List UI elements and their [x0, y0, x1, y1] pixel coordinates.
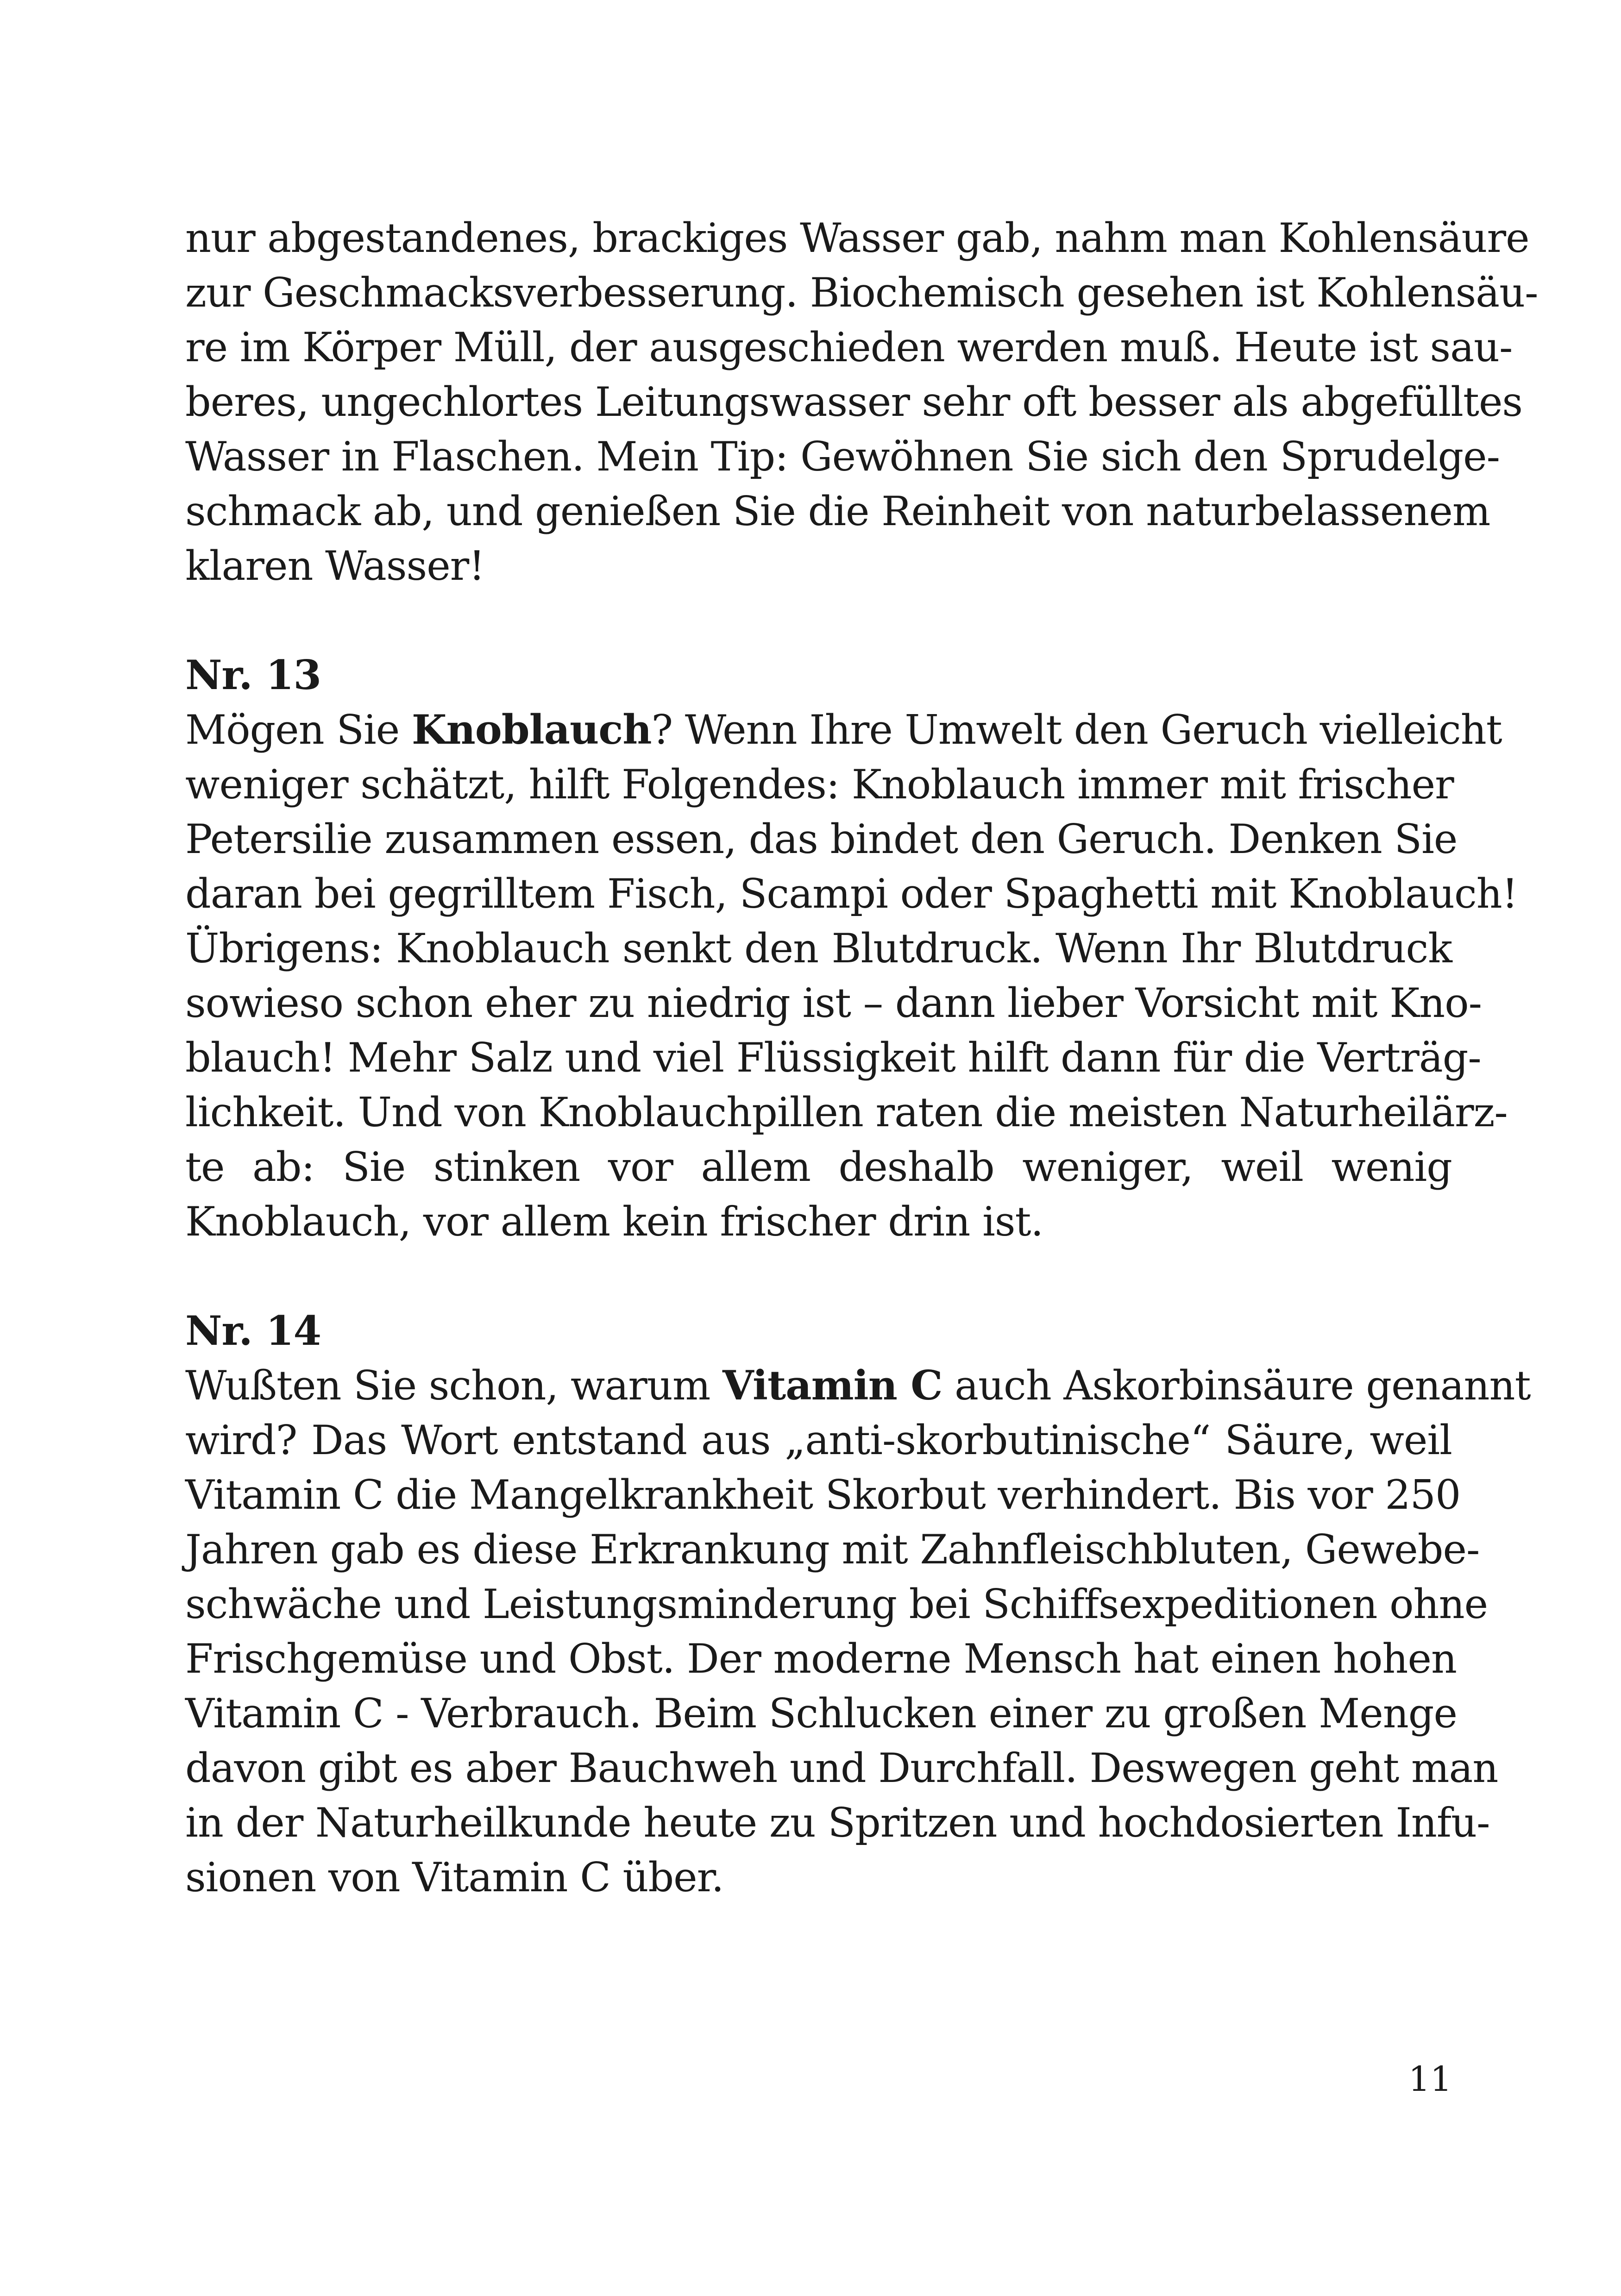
- emphasis-vitamin-c: Vitamin C: [722, 1361, 942, 1409]
- text-line: davon gibt es aber Bauchweh und Durchfall. Deswegen geht man: [185, 1744, 1498, 1792]
- text-line: Jahren gab es diese Erkrankung mit Zahnfleischbluten, Gewebe-: [185, 1526, 1480, 1573]
- text-line: Übrigens: Knoblauch senkt den Blutdruck. Wenn Ihr Blutdruck: [185, 925, 1452, 972]
- text-line: Vitamin C die Mangelkrankheit Skorbut verhindert. Bis vor 250: [185, 1471, 1461, 1518]
- text-line: Frischgemüse und Obst. Der moderne Mensch hat einen hohen: [185, 1635, 1457, 1682]
- text-line: klaren Wasser!: [185, 542, 485, 590]
- section-heading: Nr. 14: [185, 1307, 321, 1355]
- continued-paragraph: [185, 211, 1538, 593]
- text-run: Wußten Sie schon, warum: [185, 1362, 723, 1409]
- text-run: ? Wenn Ihre Umwelt den Geruch vielleicht: [651, 706, 1502, 753]
- text-line: daran bei gegrilltem Fisch, Scampi oder Spaghetti mit Knoblauch!: [185, 870, 1518, 917]
- text-line: te ab: Sie stinken vor allem deshalb weniger, weil wenig: [185, 1143, 1452, 1191]
- text-line: sionen von Vitamin C über.: [185, 1854, 724, 1901]
- text-line: [185, 1358, 1531, 1413]
- section-nr-13: [185, 648, 1518, 1249]
- text-line: lichkeit. Und von Knoblauchpillen raten die meisten Naturheilärz-: [185, 1089, 1508, 1136]
- text-line: schmack ab, und genießen Sie die Reinheit von naturbelassenem: [185, 488, 1490, 535]
- text-line: re im Körper Müll, der ausgeschieden werden muß. Heute ist sau-: [185, 324, 1513, 371]
- page-number: 11: [1408, 2059, 1452, 2099]
- text-line: zur Geschmacksverbesserung. Biochemisch gesehen ist Kohlensäu-: [185, 269, 1538, 316]
- text-line: nur abgestandenes, brackiges Wasser gab, nahm man Kohlensäure: [185, 214, 1529, 262]
- text-line: in der Naturheilkunde heute zu Spritzen und hochdosierten Infu-: [185, 1799, 1490, 1846]
- section-heading: Nr. 13: [185, 651, 321, 699]
- text-line: Vitamin C - Verbrauch. Beim Schlucken einer zu großen Menge: [185, 1690, 1457, 1737]
- text-line: [185, 703, 1502, 757]
- paragraph-spacer: [185, 593, 1452, 648]
- paragraph-spacer: [185, 1249, 1452, 1304]
- text-line: blauch! Mehr Salz und viel Flüssigkeit hilft dann für die Verträg-: [185, 1034, 1481, 1081]
- text-run: Mögen Sie: [185, 706, 412, 753]
- text-line: beres, ungechlortes Leitungswasser sehr oft besser als abgefülltes: [185, 378, 1523, 426]
- text-line: Petersilie zusammen essen, das bindet den Geruch. Denken Sie: [185, 816, 1458, 863]
- text-line: sowieso schon eher zu niedrig ist – dann lieber Vorsicht mit Kno-: [185, 979, 1482, 1027]
- text-run: auch Askorbinsäure genannt: [942, 1362, 1531, 1409]
- emphasis-knoblauch: Knoblauch: [411, 706, 652, 753]
- section-nr-14: [185, 1304, 1531, 1905]
- text-line: wird? Das Wort entstand aus „anti-skorbutinische“ Säure, weil: [185, 1417, 1452, 1464]
- text-line: Wasser in Flaschen. Mein Tip: Gewöhnen Sie sich den Sprudelge-: [185, 433, 1500, 480]
- page-body: [185, 211, 1538, 1905]
- text-line: weniger schätzt, hilft Folgendes: Knoblauch immer mit frischer: [185, 761, 1454, 808]
- text-line: Knoblauch, vor allem kein frischer drin ist.: [185, 1198, 1043, 1245]
- text-line: schwäche und Leistungsminderung bei Schiffsexpeditionen ohne: [185, 1581, 1488, 1628]
